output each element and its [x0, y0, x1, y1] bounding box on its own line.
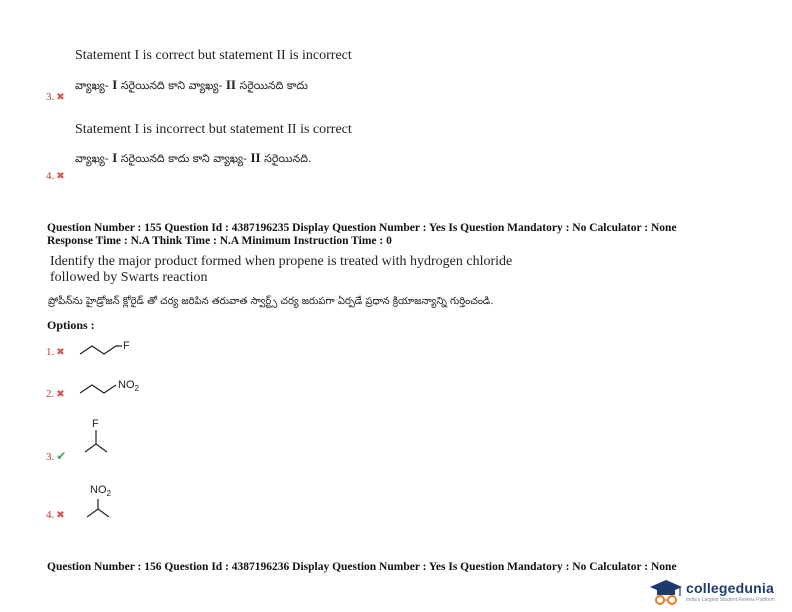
bond: [96, 444, 107, 452]
option-3-telugu: [75, 77, 308, 95]
option-2-structure: [76, 375, 156, 397]
cross-icon: ✖: [56, 171, 65, 182]
telugu-text: సరైయినది కాని వ్యాఖ్య-: [117, 79, 226, 92]
next-question-header: Question Number : 156 Question Id : 4387196236 Display Question Number : Yes Is Question Mandatory : No Calculator : None: [47, 561, 677, 573]
carbon-chain: [80, 385, 116, 393]
cross-icon: ✖: [56, 389, 65, 400]
telugu-text: సరైయినది కాదు: [236, 79, 308, 92]
logo-name: collegedunia: [686, 580, 774, 596]
option-3-number: [46, 91, 65, 103]
roman-numeral: I: [112, 77, 118, 92]
option-number: 4.: [46, 509, 55, 521]
collegedunia-logo: [648, 578, 788, 608]
option-4-telugu: [75, 150, 311, 168]
graduate-cap-icon: [648, 578, 684, 608]
option-3-structure: [80, 416, 120, 458]
logo-tagline: India's Largest Student Review Platform: [686, 597, 775, 603]
option-4-structure: [80, 480, 130, 522]
bond: [98, 509, 109, 517]
telugu-text: సరైయినది.: [260, 152, 312, 165]
nitro-subscript: 2: [106, 489, 111, 498]
cross-icon: ✖: [56, 510, 65, 521]
cross-icon: ✖: [56, 92, 65, 103]
question-text-telugu: ప్రోపీన్‌ను హైడ్రోజన్ క్లోరైడ్ తో చర్య జరిపిన తరువాత స్వార్ట్స్ చర్య జరుపగా ఏర్పడే ప్రధాన క్రియాజన్యాన్ని గుర్తించండి.: [48, 296, 494, 307]
nitro-label: [90, 484, 112, 498]
nitro-label: [118, 379, 140, 393]
option-2-number: [46, 388, 65, 400]
question-timing: Response Time : N.A Think Time : N.A Minimum Instruction Time : 0: [47, 235, 392, 247]
option-3-english: Statement I is correct but statement II is incorrect: [75, 48, 352, 63]
options-label: Options :: [47, 318, 95, 332]
fluoro-label: F: [92, 418, 99, 430]
option-number: 2.: [46, 388, 55, 400]
option-1-structure: [76, 336, 146, 358]
question-text-line2: followed by Swarts reaction: [50, 270, 208, 285]
cross-icon: ✖: [56, 347, 65, 358]
telugu-text: వ్యాఖ్య-: [75, 79, 113, 92]
option-4-number: [46, 170, 65, 182]
option-number: 3.: [46, 451, 55, 463]
roman-numeral: II: [225, 77, 236, 92]
option-4-english: Statement I is incorrect but statement II is correct: [75, 122, 352, 137]
nitro-main: NO: [90, 484, 107, 496]
option-1-number: [46, 346, 65, 358]
option-number: 1.: [46, 346, 55, 358]
option-4b-number: [46, 509, 65, 521]
question-text-line1: Identify the major product formed when propene is treated with hydrogen chloride: [50, 254, 513, 269]
telugu-text: వ్యాఖ్య-: [75, 152, 113, 165]
option-number: 4.: [46, 170, 55, 182]
nitro-subscript: 2: [134, 384, 139, 393]
option-number: 3.: [46, 91, 55, 103]
bond: [85, 444, 96, 452]
telugu-text: సరైయినది కాదు కాని వ్యాఖ్య-: [117, 152, 251, 165]
nitro-main: NO: [118, 379, 135, 391]
bond: [87, 509, 98, 517]
check-icon: ✔: [56, 449, 67, 463]
roman-numeral: II: [250, 150, 261, 165]
roman-numeral: I: [112, 150, 118, 165]
question-header: Question Number : 155 Question Id : 4387196235 Display Question Number : Yes Is Question Mandatory : No Calculator : None: [47, 222, 677, 234]
fluoro-label: F: [123, 340, 130, 352]
option-3b-number: [46, 449, 66, 464]
carbon-chain: [80, 346, 122, 354]
